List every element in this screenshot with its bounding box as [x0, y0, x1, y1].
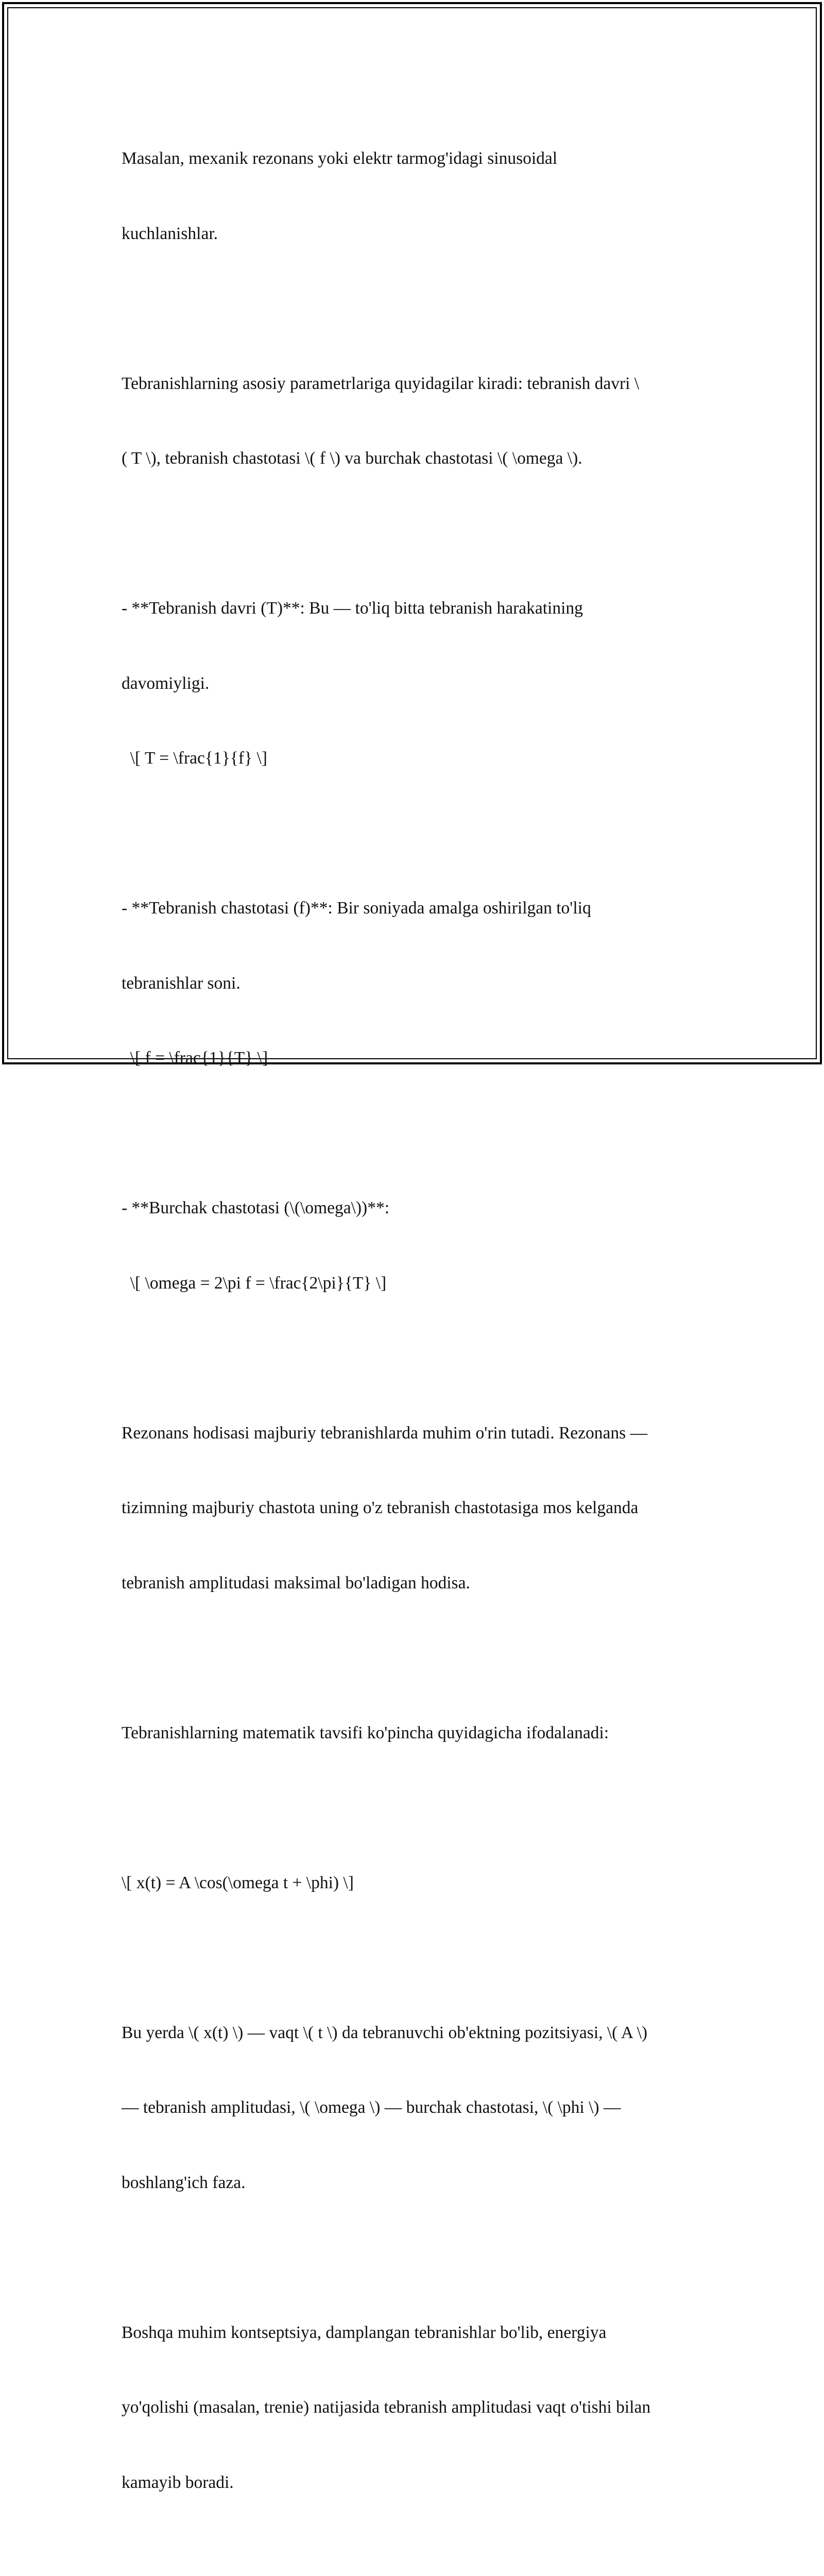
paragraph: [122, 1671, 703, 1796]
text-line: tizimning majburiy chastota uning o'z tebranish chastotasiga mos kelganda: [122, 1496, 703, 1521]
paragraph: [122, 1371, 703, 1646]
text-line: Tebranishlarning matematik tavsifi ko'pincha quyidagicha ifodalanadi:: [122, 1721, 703, 1746]
paragraph-gap: [122, 521, 703, 547]
paragraph-gap: [122, 2545, 703, 2570]
text-line: Rezonans hodisasi majburiy tebranishlarda muhim o'rin tutadi. Rezonans —: [122, 1421, 703, 1446]
text-line: - **Tebranish chastotasi (f)**: Bir soniyada amalga oshirilgan to'liq: [122, 896, 703, 921]
text-line: Bu yerda \( x(t) \) — vaqt \( t \) da tebranuvchi ob'ektning pozitsiyasi, \( A \): [122, 2021, 703, 2046]
paragraph-gap: [122, 1945, 703, 1971]
text-line: — tebranish amplitudasi, \( \omega \) — burchak chastotasi, \( \phi \) —: [122, 2095, 703, 2121]
paragraph-gap: [122, 296, 703, 321]
paragraph-gap: [122, 1121, 703, 1146]
list-item-angular-frequency: [122, 1146, 703, 1346]
text-line: kamayib boradi.: [122, 2470, 703, 2496]
paragraph: [122, 2270, 703, 2546]
list-item-frequency: [122, 846, 703, 1121]
paragraph-gap: [122, 1346, 703, 1371]
text-line: boshlang'ich faza.: [122, 2171, 703, 2196]
formula-line: \[ x(t) = A \cos(\omega t + \phi) \]: [122, 1871, 703, 1896]
formula-line: \[ \omega = 2\pi f = \frac{2\pi}{T} \]: [122, 1271, 703, 1296]
text-line: - **Tebranish davri (T)**: Bu — to'liq bitta tebranish harakatining: [122, 596, 703, 621]
paragraph: [122, 1971, 703, 2246]
paragraph-gap: [122, 821, 703, 846]
text-line: Tebranishlarning asosiy parametrlariga quyidagilar kiradi: tebranish davri \: [122, 371, 703, 397]
text-line: yo'qolishi (masalan, trenie) natijasida tebranish amplitudasi vaqt o'tishi bilan: [122, 2395, 703, 2420]
formula-block: [122, 1821, 703, 1946]
paragraph: [122, 321, 703, 521]
list-item-period: [122, 546, 703, 821]
formula-line: \[ f = \frac{1}{T} \]: [122, 1046, 703, 1071]
text-line: tebranishlar soni.: [122, 971, 703, 996]
text-line: davomiyligi.: [122, 671, 703, 697]
paragraph-gap: [122, 1795, 703, 1821]
paragraph: [122, 96, 703, 296]
text-line: kuchlanishlar.: [122, 222, 703, 247]
text-line: ( T \), tebranish chastotasi \( f \) va burchak chastotasi \( \omega \).: [122, 446, 703, 471]
text-line: Boshqa muhim kontseptsiya, damplangan tebranishlar bo'lib, energiya: [122, 2320, 703, 2346]
paragraph: [122, 2570, 703, 2576]
text-line: - **Burchak chastotasi (\(\omega\))**:: [122, 1196, 703, 1221]
paragraph-gap: [122, 2245, 703, 2270]
paragraph-gap: [122, 1646, 703, 1671]
text-line: Masalan, mexanik rezonans yoki elektr tarmog'idagi sinusoidal: [122, 146, 703, 172]
text-line: tebranish amplitudasi maksimal bo'ladigan hodisa.: [122, 1571, 703, 1596]
document-body: [122, 96, 703, 2576]
formula-line: \[ T = \frac{1}{f} \]: [122, 746, 703, 771]
